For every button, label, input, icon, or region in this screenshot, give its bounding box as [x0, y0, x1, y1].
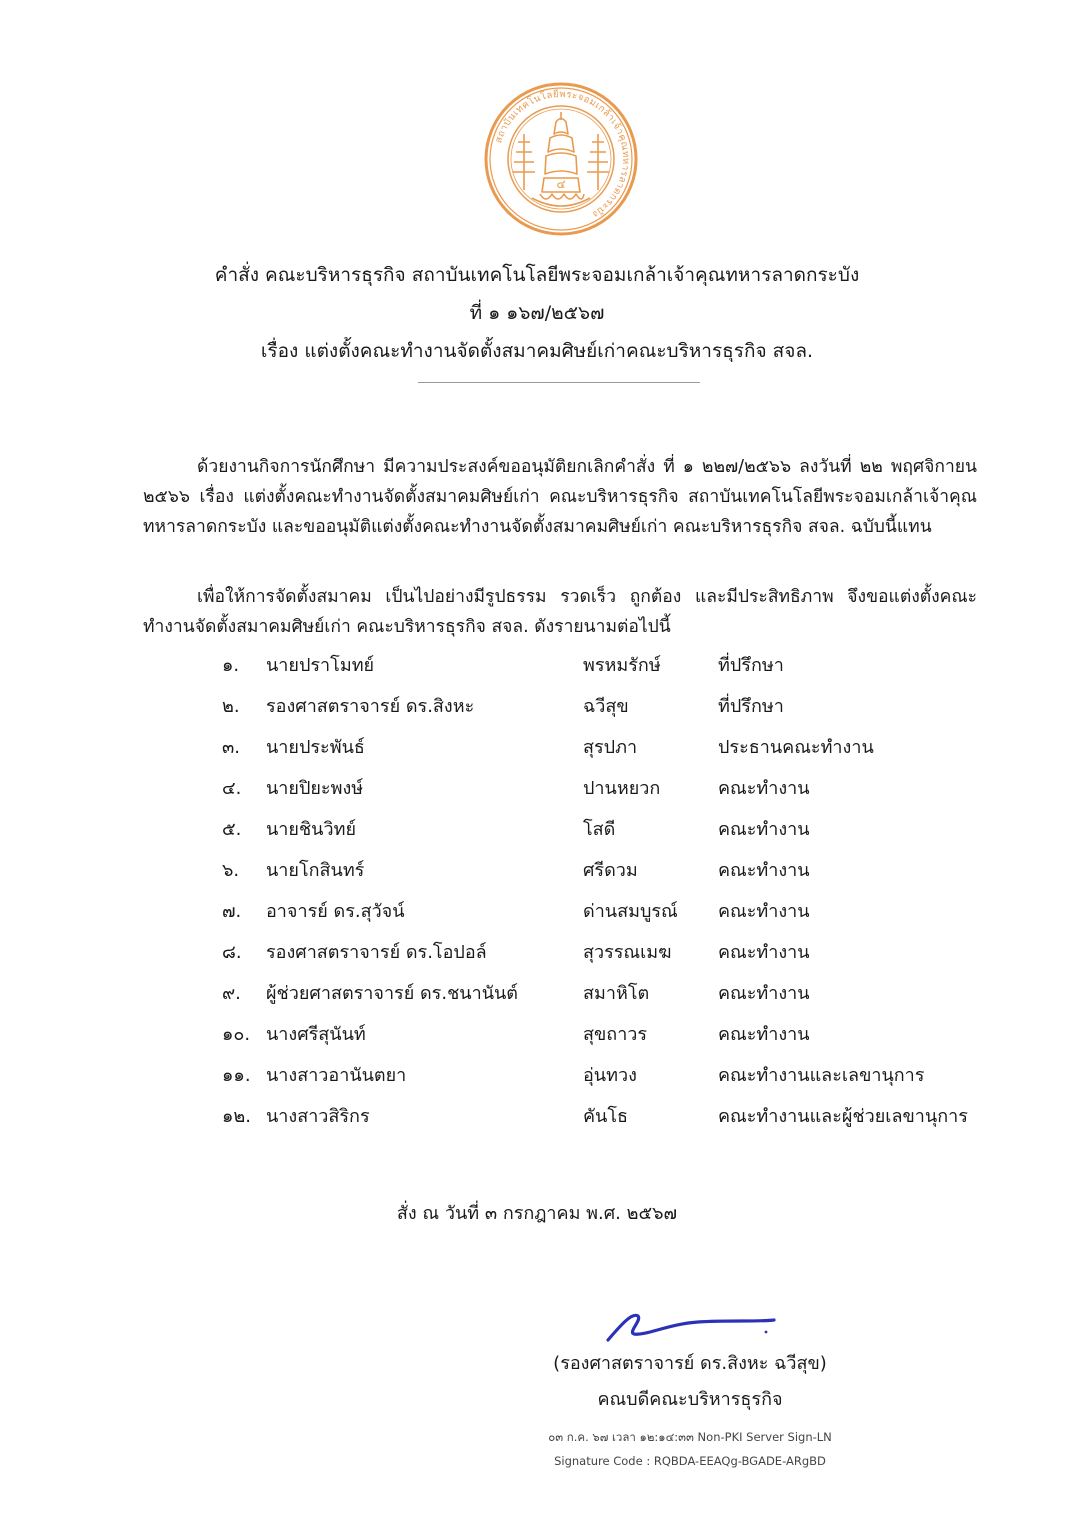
member-list: [0, 648, 1074, 1140]
member-last-name: ฉวีสุข: [583, 696, 629, 717]
member-last-name: สมาหิโต: [583, 983, 650, 1004]
list-item: [0, 1058, 1074, 1099]
member-first-name: รองศาสตราจารย์ ดร.สิงหะ: [266, 696, 475, 717]
member-first-name: นายโกสินทร์: [266, 860, 365, 881]
list-item: [0, 771, 1074, 812]
order-subject: เรื่อง แต่งตั้งคณะทำงานจัดตั้งสมาคมศิษย์เก่าคณะบริหารธุรกิจ สจล.: [260, 340, 814, 362]
member-first-name: นายปราโมทย์: [266, 655, 375, 676]
member-number: ๑๐.: [222, 1024, 251, 1045]
member-role: คณะทำงาน: [718, 942, 810, 963]
member-last-name: โสดี: [583, 819, 616, 840]
member-number: ๓.: [222, 737, 241, 758]
member-first-name: นายชินวิทย์: [266, 819, 356, 840]
member-number: ๔.: [222, 778, 242, 799]
paragraph-1-text: ด้วยงานกิจการนักศึกษา มีความประสงค์ขออนุมัติยกเลิกคำสั่ง ที่ ๑ ๒๒๗/๒๕๖๖ ลงวันที่ ๒๒ พฤศจิกายน ๒๕๖๖ เรื่อง แต่งตั้งคณะทำงานจัดตั้งสมาคมศิษย์เก่า คณะบริหารธุรกิจ สถาบันเทคโนโลยีพระจอมเกล้าเจ้าคุณทหารลาดกระบัง และขออนุมัติแต่งตั้งคณะทำงานจัดตั้งสมาคมศิษย์เก่า คณะบริหารธุรกิจ สจล. ฉบับนี้แทน: [143, 457, 977, 537]
order-header: [0, 256, 1074, 370]
member-role: คณะทำงาน: [718, 901, 810, 922]
e-signature-timestamp: ๐๓ ก.ค. ๖๗ เวลา ๑๒:๑๔:๓๓ Non-PKI Server Sign-LN: [548, 1430, 832, 1444]
member-number: ๕.: [222, 819, 242, 840]
list-item: [0, 853, 1074, 894]
paragraph-2: [143, 582, 977, 642]
member-role: คณะทำงานและเลขานุการ: [718, 1065, 925, 1086]
member-role: คณะทำงาน: [718, 819, 810, 840]
member-number: ๖.: [222, 860, 240, 881]
member-first-name: นายประพันธ์: [266, 737, 365, 758]
member-last-name: สุรปภา: [583, 737, 638, 758]
member-role: คณะทำงาน: [718, 778, 810, 799]
member-first-name: อาจารย์ ดร.สุวัจน์: [266, 901, 405, 922]
header-divider: [418, 382, 700, 383]
seal-ring-text: สถาบันเทคโนโลยีพระจอมเกล้าเจ้าคุณทหารลาดกระบัง: [493, 88, 632, 220]
list-item: [0, 1017, 1074, 1058]
member-first-name: นายปิยะพงษ์: [266, 778, 364, 799]
member-first-name: นางสาวสิริกร: [266, 1106, 370, 1127]
member-role: ที่ปรึกษา: [718, 655, 784, 676]
member-role: คณะทำงาน: [718, 1024, 810, 1045]
handwritten-signature-icon: [598, 1298, 784, 1350]
order-date: สั่ง ณ วันที่ ๓ กรกฎาคม พ.ศ. ๒๕๖๗: [396, 1203, 678, 1224]
member-number: ๑๑.: [222, 1065, 251, 1086]
list-item: [0, 812, 1074, 853]
member-number: ๑๒.: [222, 1106, 252, 1127]
svg-text:๔: ๔: [556, 177, 566, 191]
paragraph-1: [143, 452, 977, 542]
e-signature-info: [500, 1425, 880, 1473]
order-title: คำสั่ง คณะบริหารธุรกิจ สถาบันเทคโนโลยีพระจอมเกล้าเจ้าคุณทหารลาดกระบัง: [214, 264, 860, 286]
member-first-name: นางสาวอานันตยา: [266, 1065, 407, 1086]
member-last-name: อุ่นทวง: [583, 1065, 637, 1086]
list-item: [0, 648, 1074, 689]
member-number: ๒.: [222, 696, 240, 717]
member-last-name: ปานหยวก: [583, 778, 661, 799]
member-first-name: นางศรีสุนันท์: [266, 1024, 366, 1045]
paragraph-2-text: เพื่อให้การจัดตั้งสมาคม เป็นไปอย่างมีรูปธรรม รวดเร็ว ถูกต้อง และมีประสิทธิภาพ จึงขอแต่งตั้งคณะทำงานจัดตั้งสมาคมศิษย์เก่า คณะบริหารธุรกิจ สจล. ดังรายนามต่อไปนี้: [143, 587, 977, 637]
member-last-name: ศรีดวม: [583, 860, 638, 881]
signer-position: คณบดีคณะบริหารธุรกิจ: [597, 1389, 783, 1410]
member-number: ๘.: [222, 942, 242, 963]
list-item: [0, 1099, 1074, 1140]
member-number: ๗.: [222, 901, 242, 922]
member-number: ๑.: [222, 655, 240, 676]
member-last-name: ด่านสมบูรณ์: [583, 901, 678, 922]
list-item: [0, 894, 1074, 935]
signer-block: [500, 1346, 880, 1418]
member-first-name: ผู้ช่วยศาสตราจารย์ ดร.ชนานันต์: [266, 983, 518, 1004]
list-item: [0, 935, 1074, 976]
list-item: [0, 976, 1074, 1017]
list-item: [0, 689, 1074, 730]
e-signature-code: Signature Code : RQBDA-EEAQg-BGADE-ARgBD: [554, 1454, 826, 1468]
member-role: คณะทำงาน: [718, 983, 810, 1004]
member-role: คณะทำงานและผู้ช่วยเลขานุการ: [718, 1106, 968, 1127]
member-number: ๙.: [222, 983, 241, 1004]
member-last-name: พรหมรักษ์: [583, 655, 661, 676]
member-role: ที่ปรึกษา: [718, 696, 784, 717]
member-last-name: สุขถาวร: [583, 1024, 648, 1045]
member-role: คณะทำงาน: [718, 860, 810, 881]
member-first-name: รองศาสตราจารย์ ดร.โอปอล์: [266, 942, 487, 963]
signer-name: (รองศาสตราจารย์ ดร.สิงหะ ฉวีสุข): [553, 1353, 827, 1374]
order-number: ที่ ๑ ๑๖๗/๒๕๖๗: [469, 302, 605, 324]
member-last-name: สุวรรณเมฆ: [583, 942, 672, 963]
university-seal-icon: [484, 82, 638, 236]
member-last-name: คันโธ: [583, 1106, 628, 1127]
member-role: ประธานคณะทำงาน: [718, 737, 874, 758]
list-item: [0, 730, 1074, 771]
